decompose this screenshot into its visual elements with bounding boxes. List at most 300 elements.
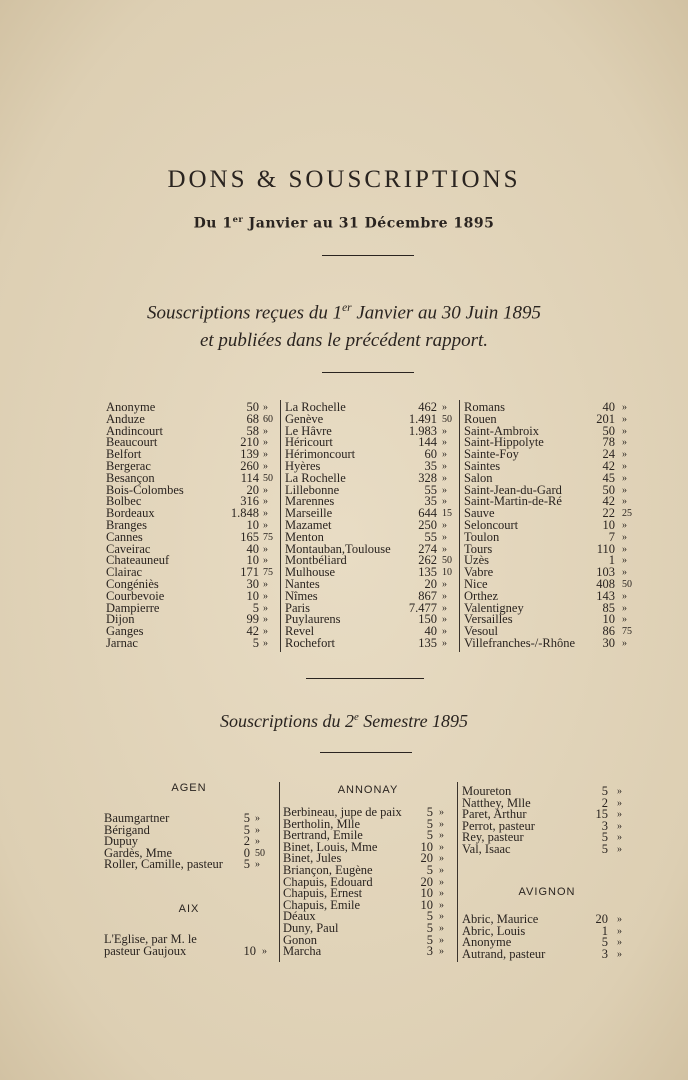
entry-name: pasteur Gaujoux (104, 943, 187, 958)
entry-cents: 50 (622, 578, 632, 590)
entry-name: Bertholin, Mlle (283, 816, 361, 831)
entry-name: Binet, Jules (283, 851, 342, 866)
entry-amount: 30 (246, 576, 259, 591)
entry-name: Courbevoie (106, 588, 165, 603)
date-range-subtitle: Du 1er Janvier au 31 Décembre 1895 (193, 214, 495, 232)
entry-name: Binet, Louis, Mme (283, 839, 378, 854)
entry-cents: » (263, 437, 268, 449)
entry-cents: » (263, 402, 268, 413)
entry-amount: 5 (252, 600, 259, 615)
entry-amount: 85 (602, 600, 615, 615)
entry-cents: » (617, 914, 622, 925)
entry-name: Sauve (464, 506, 495, 521)
entry-cents: » (439, 934, 444, 946)
entry-cents: » (622, 402, 627, 413)
entry-name: Revel (285, 624, 315, 639)
entry-cents: » (622, 543, 627, 555)
entry-amount: 50 (246, 400, 259, 414)
entry-amount: 5 (426, 932, 433, 947)
entry-amount: 35 (424, 494, 437, 509)
entry-name: Lillebonne (285, 482, 340, 497)
entry-cents: » (442, 437, 447, 449)
entry-amount: 5 (243, 857, 250, 872)
column-divider (279, 782, 280, 962)
entry-amount: 262 (418, 553, 437, 568)
entry-name: Héricourt (285, 435, 333, 450)
divider (320, 752, 412, 753)
entry-amount: 1 (608, 553, 615, 568)
entry-cents: » (439, 841, 444, 853)
entry-cents: 50 (255, 847, 265, 859)
entry-cents: » (622, 602, 627, 614)
entry-cents: » (263, 484, 268, 496)
entry-cents: » (622, 413, 627, 425)
entry-cents: » (439, 946, 444, 958)
page-title: DONS & SOUSCRIPTIONS (167, 166, 521, 193)
entry-name: Marennes (285, 494, 335, 509)
entry-name: Autrand, pasteur (462, 946, 546, 961)
entry-name: Dijon (106, 612, 135, 627)
entry-amount: 3 (426, 944, 433, 959)
entry-cents: 50 (442, 555, 452, 567)
entry-cents: » (617, 809, 622, 821)
entry-cents: » (439, 830, 444, 842)
entry-name: Versailles (464, 612, 513, 627)
column-divider (459, 400, 460, 652)
entry-cents: » (442, 626, 447, 638)
entry-amount: 7 (608, 529, 615, 544)
list-item (104, 943, 276, 958)
entry-amount: 867 (418, 588, 437, 603)
entry-name: Dampierre (106, 600, 160, 615)
entry-cents: » (439, 818, 444, 830)
section2-heading: Souscriptions du 2e Semestre 1895 (219, 711, 469, 731)
entry-name: Dupuy (104, 834, 139, 849)
entry-cents: » (439, 876, 444, 888)
entry-name: Romans (464, 400, 505, 414)
entry-name: Bolbec (106, 494, 142, 509)
entry-amount: 408 (596, 576, 615, 591)
entry-amount: 5 (426, 920, 433, 935)
entry-amount: 55 (424, 482, 437, 497)
entry-cents: » (622, 555, 627, 567)
entry-name: Clairac (106, 565, 143, 580)
entry-name: Vabre (464, 565, 494, 580)
entry-amount: 316 (240, 494, 259, 509)
list-item (462, 841, 632, 856)
entry-amount: 60 (424, 447, 437, 462)
entry-amount: 99 (246, 612, 259, 627)
entry-amount: 3 (601, 946, 608, 961)
entry-cents: » (622, 472, 627, 484)
entry-amount: 5 (426, 828, 433, 843)
entry-amount: 5 (252, 635, 259, 650)
entry-cents: » (442, 472, 447, 484)
entry-amount: 1 (601, 923, 608, 938)
entry-name: Anonyme (462, 935, 512, 950)
entry-amount: 45 (602, 470, 615, 485)
entry-name: Villefranches-/-Rhône (464, 635, 576, 650)
entry-amount: 22 (602, 506, 615, 521)
entry-cents: » (622, 614, 627, 626)
first-half-column-3 (464, 402, 644, 650)
section1-heading-line1: Souscriptions reçues du 1er Janvier au 30 Juin 1895 (146, 302, 542, 324)
entry-name: La Rochelle (285, 470, 346, 485)
entry-cents: » (442, 614, 447, 626)
aix-list (104, 934, 276, 957)
entry-name: Andincourt (106, 423, 163, 438)
annonay-list (283, 807, 455, 958)
entry-cents: » (255, 824, 260, 836)
list-item (104, 859, 276, 871)
entry-cents: » (263, 449, 268, 461)
entry-cents: » (442, 449, 447, 461)
list-item (283, 946, 455, 958)
entry-cents: » (442, 460, 447, 472)
entry-name: Congéniès (106, 576, 159, 591)
entry-cents: » (263, 602, 268, 614)
entry-cents: » (622, 519, 627, 531)
entry-name: Belfort (106, 447, 142, 462)
entry-name: Berbineau, jupe de paix (283, 805, 402, 819)
entry-name: Chapuis, Ernest (283, 886, 363, 901)
entry-amount: 250 (418, 517, 437, 532)
entry-amount: 1.491 (408, 411, 437, 426)
entry-name: Uzès (464, 553, 489, 568)
entry-cents: » (255, 813, 260, 824)
heading-aix: AIX (178, 903, 200, 915)
entry-cents: » (442, 590, 447, 602)
list-item (464, 567, 644, 579)
section1-heading-line2: et publiées dans le précédent rapport. (199, 330, 489, 351)
entry-amount: 5 (601, 784, 608, 798)
entry-amount: 78 (602, 435, 615, 450)
entry-cents: » (439, 899, 444, 911)
entry-amount: 40 (246, 541, 259, 556)
entry-cents: » (617, 786, 622, 797)
entry-amount: 20 (420, 874, 433, 889)
entry-cents: 75 (263, 531, 273, 543)
entry-name: Caveirac (106, 541, 151, 556)
entry-name: Marseille (285, 506, 333, 521)
entry-amount: 5 (243, 822, 250, 837)
entry-name: Nantes (285, 576, 320, 591)
entry-name: Nice (464, 576, 488, 591)
entry-amount: 5 (426, 909, 433, 924)
entry-cents: » (622, 437, 627, 449)
entry-cents: » (263, 626, 268, 638)
entry-cents: » (622, 531, 627, 543)
heading-avignon: AVIGNON (518, 886, 576, 898)
entry-name: Duny, Paul (283, 920, 339, 935)
entry-name: Hyères (285, 458, 321, 473)
entry-amount: 3 (601, 818, 608, 833)
entry-amount: 5 (426, 805, 433, 819)
entry-amount: 114 (240, 470, 259, 485)
entry-name: Mulhouse (285, 565, 335, 580)
entry-name: Abric, Maurice (462, 912, 539, 926)
entry-amount: 20 (424, 576, 437, 591)
entry-name: Rey, pasteur (462, 830, 524, 845)
entry-name: Gonon (283, 932, 318, 947)
entry-name: Natthey, Mlle (462, 795, 531, 810)
entry-name: Montbéliard (285, 553, 347, 568)
entry-cents: 50 (263, 472, 273, 484)
entry-name: Déaux (283, 909, 316, 924)
entry-cents: » (263, 614, 268, 626)
entry-amount: 103 (596, 565, 615, 580)
entry-cents: » (439, 864, 444, 876)
entry-name: Anduze (106, 411, 145, 426)
entry-amount: 42 (602, 458, 615, 473)
column-divider (457, 782, 458, 962)
entry-cents: » (442, 578, 447, 590)
entry-cents: » (622, 637, 627, 649)
entry-name: Besançon (106, 470, 155, 485)
entry-amount: 143 (596, 588, 615, 603)
entry-name: Branges (106, 517, 147, 532)
entry-name: Saintes (464, 458, 501, 473)
entry-cents: » (442, 637, 447, 649)
entry-cents: » (442, 425, 447, 437)
entry-name: Saint-Ambroix (464, 423, 539, 438)
entry-amount: 135 (418, 565, 437, 580)
entry-amount: 144 (418, 435, 437, 450)
entry-amount: 30 (602, 635, 615, 650)
entry-amount: 165 (240, 529, 259, 544)
entry-amount: 10 (246, 553, 259, 568)
entry-name: Valentigney (464, 600, 524, 615)
entry-name: Sainte-Foy (464, 447, 519, 462)
list-item (285, 635, 457, 650)
entry-name: Vesoul (464, 624, 499, 639)
entry-amount: 68 (246, 411, 259, 426)
entry-name: Puylaurens (285, 612, 341, 627)
entry-amount: 110 (596, 541, 615, 556)
entry-name: Salon (464, 470, 493, 485)
entry-cents: » (263, 543, 268, 555)
entry-amount: 20 (420, 851, 433, 866)
entry-amount: 42 (246, 624, 259, 639)
entry-cents: » (263, 578, 268, 590)
entry-name: Menton (285, 529, 324, 544)
entry-cents: » (442, 496, 447, 508)
entry-name: Rouen (464, 411, 497, 426)
divider (306, 678, 424, 679)
entry-amount: 1.848 (230, 506, 259, 521)
entry-amount: 10 (243, 943, 256, 958)
entry-name: Rochefort (285, 635, 335, 650)
entry-name: Abric, Louis (462, 923, 526, 938)
entry-amount: 10 (602, 612, 615, 627)
entry-name: Gardès, Mme (104, 845, 173, 860)
entry-name: Mazamet (285, 517, 332, 532)
entry-amount: 10 (602, 517, 615, 532)
first-half-column-1 (106, 402, 276, 650)
entry-name: Nîmes (285, 588, 318, 603)
entry-cents: 10 (442, 567, 452, 579)
entry-name: Bérigand (104, 822, 150, 837)
entry-cents: » (439, 922, 444, 934)
entry-name: Saint-Martin-de-Ré (464, 494, 562, 509)
entry-amount: 40 (602, 400, 615, 414)
entry-cents: » (263, 637, 268, 649)
entry-amount: 5 (426, 862, 433, 877)
entry-cents: 50 (442, 413, 452, 425)
entry-name: Perrot, pasteur (462, 818, 535, 833)
entry-name: Roller, Camille, pasteur (104, 857, 223, 872)
first-half-column-2 (285, 402, 457, 650)
entry-name: Bertrand, Emile (283, 828, 363, 843)
entry-cents: » (622, 425, 627, 437)
entry-amount: 5 (426, 816, 433, 831)
entry-name: Cannes (106, 529, 143, 544)
entry-cents: 25 (622, 508, 632, 520)
entry-amount: 135 (418, 635, 437, 650)
entry-amount: 5 (601, 841, 608, 856)
entry-amount: 328 (418, 470, 437, 485)
entry-name: Jarnac (106, 635, 138, 650)
agen-list (104, 813, 276, 871)
entry-amount: 7.477 (408, 600, 437, 615)
entry-cents: » (617, 925, 622, 937)
entry-amount: 50 (602, 482, 615, 497)
entry-cents: » (439, 853, 444, 865)
list-item (462, 946, 632, 961)
entry-amount: 10 (420, 886, 433, 901)
list-item (464, 635, 644, 650)
entry-name: Hérimoncourt (285, 447, 356, 462)
entry-amount: 644 (418, 506, 437, 521)
entry-cents: 60 (263, 413, 273, 425)
entry-amount: 50 (602, 423, 615, 438)
entry-name: Paret, Arthur (462, 807, 527, 822)
entry-amount: 42 (602, 494, 615, 509)
entry-amount: 150 (418, 612, 437, 627)
entry-name: Anonyme (106, 400, 156, 414)
entry-cents: » (263, 519, 268, 531)
entry-name: Saint-Jean-du-Gard (464, 482, 562, 497)
entry-cents: » (263, 460, 268, 472)
entry-amount: 5 (601, 830, 608, 845)
entry-amount: 55 (424, 529, 437, 544)
entry-amount: 10 (246, 517, 259, 532)
entry-cents: » (622, 590, 627, 602)
entry-name: Chateauneuf (106, 553, 170, 568)
entry-cents: » (263, 590, 268, 602)
entry-cents: » (442, 543, 447, 555)
entry-cents: » (622, 484, 627, 496)
entry-name: Bordeaux (106, 506, 155, 521)
column-divider (280, 400, 281, 652)
entry-cents: » (622, 460, 627, 472)
divider (322, 372, 414, 373)
entry-name: Orthez (464, 588, 499, 603)
entry-cents: » (263, 425, 268, 437)
heading-agen: AGEN (171, 782, 207, 794)
entry-cents: » (439, 911, 444, 923)
entry-cents: » (617, 797, 622, 809)
entry-amount: 10 (420, 897, 433, 912)
avignon-list (462, 914, 632, 960)
entry-amount: 274 (418, 541, 437, 556)
entry-name: Tours (464, 541, 493, 556)
entry-name: Bois-Colombes (106, 482, 184, 497)
entry-name: Val, Isaac (462, 841, 511, 856)
entry-name: Chapuis, Edouard (283, 874, 373, 889)
entry-cents: » (255, 859, 260, 871)
entry-amount: 171 (240, 565, 259, 580)
entry-amount: 139 (240, 447, 259, 462)
entry-name: Moureton (462, 784, 512, 798)
entry-cents: » (617, 843, 622, 855)
entry-amount: 10 (420, 839, 433, 854)
divider (322, 255, 414, 256)
entry-cents: » (262, 945, 267, 957)
entry-cents: 75 (622, 626, 632, 638)
entry-amount: 24 (602, 447, 615, 462)
entry-cents: » (442, 602, 447, 614)
entry-name: Toulon (464, 529, 500, 544)
entry-amount: 86 (602, 624, 615, 639)
entry-name: Baumgartner (104, 811, 170, 825)
entry-cents: » (263, 555, 268, 567)
heading-annonay: ANNONAY (337, 784, 399, 796)
entry-amount: 35 (424, 458, 437, 473)
entry-amount: 5 (601, 935, 608, 950)
entry-name: Seloncourt (464, 517, 519, 532)
entry-cents: » (442, 484, 447, 496)
entry-name: Le Hâvre (285, 423, 332, 438)
list-continued (462, 786, 632, 856)
entry-name: L'Eglise, par M. le (104, 932, 197, 946)
entry-cents: » (622, 449, 627, 461)
entry-cents: » (442, 531, 447, 543)
entry-amount: 20 (595, 912, 608, 926)
entry-cents: 75 (263, 567, 273, 579)
entry-name: Beaucourt (106, 435, 158, 450)
entry-name: Paris (285, 600, 310, 615)
entry-amount: 260 (240, 458, 259, 473)
entry-amount: 15 (595, 807, 608, 822)
entry-cents: » (617, 832, 622, 844)
entry-cents: » (263, 496, 268, 508)
entry-amount: 462 (418, 400, 437, 414)
entry-cents: » (617, 820, 622, 832)
entry-cents: » (255, 836, 260, 848)
entry-cents: » (442, 519, 447, 531)
entry-name: Chapuis, Emile (283, 897, 361, 912)
entry-cents: » (617, 948, 622, 960)
list-item (464, 541, 644, 556)
entry-amount: 5 (243, 811, 250, 825)
entry-amount: 2 (243, 834, 250, 849)
entry-cents: » (439, 807, 444, 818)
entry-amount: 201 (596, 411, 615, 426)
entry-amount: 10 (246, 588, 259, 603)
entry-name: Ganges (106, 624, 144, 639)
entry-amount: 58 (246, 423, 259, 438)
entry-name: Genève (285, 411, 324, 426)
entry-name: Briançon, Eugène (283, 862, 373, 877)
entry-cents: » (442, 402, 447, 413)
entry-cents: » (622, 567, 627, 579)
entry-cents: » (617, 937, 622, 949)
entry-name: Saint-Hippolyte (464, 435, 544, 450)
entry-name: Montauban,Toulouse (285, 541, 391, 556)
entry-amount: 1.983 (408, 423, 437, 438)
entry-name: Bergerac (106, 458, 151, 473)
